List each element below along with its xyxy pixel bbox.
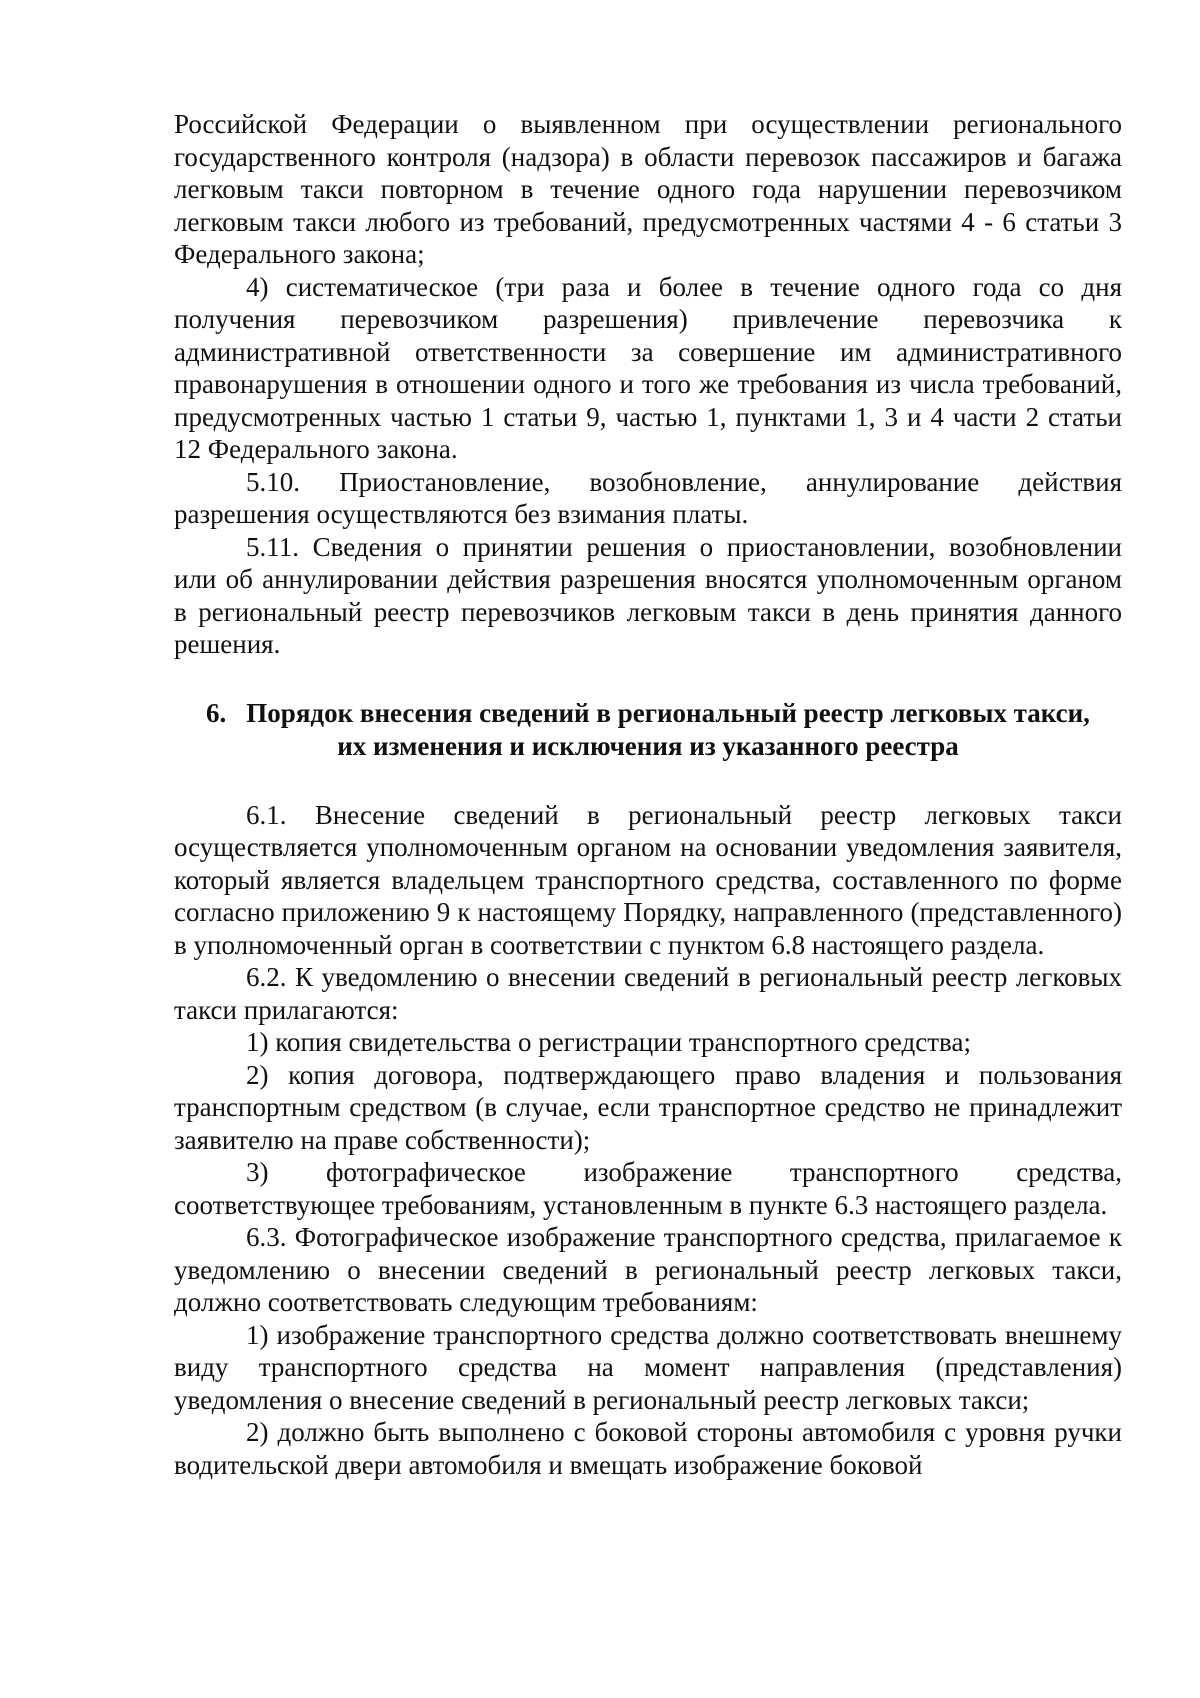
paragraph-item-4: 4) систематическое (три раза и более в течение одного года со дня получения перевозчиком разрешения) привлечение перевозчика к административной ответственности за совершение им административного правонарушения в отношении одного и того же требования из числа требований, предусмотренных частью 1 статьи 9, частью 1, пунктами 1, 3 и 4 части 2 статьи 12 Федерального закона. (174, 271, 1122, 464)
list-item-6-3-2: 2) должно быть выполнено с боковой стороны автомобиля с уровня ручки водительской двери автомобиля и вмещать изображение боковой (174, 1417, 1122, 1480)
list-item-6-2-2: 2) копия договора, подтверждающего право владения и пользования транспортным средством (в случае, если транспортное средство не принадлежит заявителю на праве собственности); (174, 1059, 1122, 1155)
section-title-line-2: их изменения и исключения из указанного реестра (337, 730, 959, 761)
list-item-6-2-3: 3) фотографическое изображение транспортного средства, соответствующее требованиям, установленным в пункте 6.3 настоящего раздела. (174, 1157, 1122, 1220)
section-heading-line-1 (174, 697, 1122, 730)
paragraph-5-11: 5.11. Сведения о принятии решения о приостановлении, возобновлении или об аннулировании действия разрешения вносятся уполномоченным органом в региональный реестр перевозчиков легковым такси в день принятия данного решения. (174, 531, 1122, 659)
paragraph-6-2: 6.2. К уведомлению о внесении сведений в региональный реестр легковых такси прилагаются: (174, 962, 1122, 1025)
section-number: 6. (206, 697, 227, 728)
paragraph-continuation: Российской Федерации о выявленном при осуществлении регионального государственного контроля (надзора) в области перевозок пассажиров и багажа легковым такси повторном в течение одного года нарушении перевозчиком легковым такси любого из требований, предусмотренных частями 4 - 6 статьи 3 Федерального закона; (174, 109, 1122, 269)
list-item-6-2-1: 1) копия свидетельства о регистрации транспортного средства; (246, 1027, 971, 1057)
list-item-6-3-1: 1) изображение транспортного средства должно соответствовать внешнему виду транспортного средства на момент направления (представления) уведомления о внесение сведений в региональный реестр легковых такси; (174, 1319, 1122, 1415)
section-title-line-1: Порядок внесения сведений в региональный реестр легковых такси, (246, 697, 1090, 728)
section-heading (174, 697, 1122, 763)
paragraph-6-1: 6.1. Внесение сведений в региональный реестр легковых такси осуществляется уполномоченным органом на основании уведомления заявителя, который является владельцем транспортного средства, составленного по форме согласно приложению 9 к настоящему Порядку, направленного (представленного) в уполномоченный орган в соответствии с пунктом 6.8 настоящего раздела. (174, 799, 1122, 960)
paragraph-6-3: 6.3. Фотографическое изображение транспортного средства, прилагаемое к уведомлению о внесении сведений в региональный реестр легковых такси, должно соответствовать следующим требованиям: (174, 1222, 1122, 1317)
paragraph-5-10: 5.10. Приостановление, возобновление, аннулирование действия разрешения осуществляются без взимания платы. (174, 466, 1122, 529)
document-page (174, 108, 1122, 1481)
